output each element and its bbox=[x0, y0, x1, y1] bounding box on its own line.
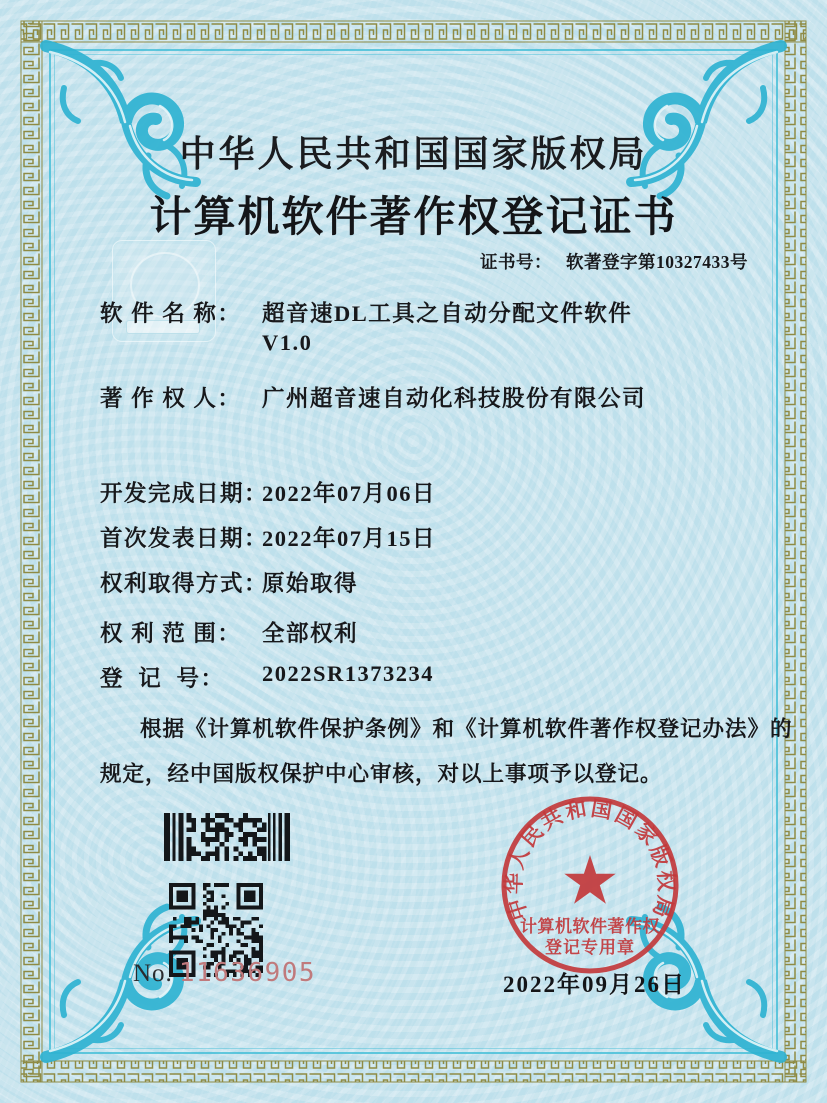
issuing-authority-title: 中华人民共和国国家版权局 bbox=[179, 134, 648, 174]
seal-arc-text: 中华人民共和国国家版权局 bbox=[501, 796, 679, 923]
barcode-image bbox=[164, 813, 290, 861]
field-label: 首次发表日期： bbox=[100, 526, 269, 551]
field-value: 广州超音速自动化科技股份有限公司 bbox=[262, 386, 647, 411]
serial-number-value: 11636905 bbox=[178, 958, 317, 988]
field-value: 2022年07月06日 bbox=[262, 481, 437, 506]
statement-line-2: 规定，经中国版权保护中心审核，对以上事项予以登记。 bbox=[100, 762, 663, 786]
seal-line-2: 登记专用章 bbox=[545, 938, 635, 957]
field-label: 登 记 号： bbox=[100, 666, 225, 691]
serial-number-label: No. bbox=[133, 960, 173, 987]
certificate-number-label: 证书号： bbox=[480, 252, 552, 272]
field-label: 权 利 范 围： bbox=[100, 621, 242, 646]
statement-line-1: 根据《计算机软件保护条例》和《计算机软件著作权登记办法》的 bbox=[140, 717, 793, 741]
star-icon bbox=[564, 855, 615, 904]
corner-flourish-icon bbox=[36, 36, 204, 204]
field-label: 著 作 权 人： bbox=[100, 386, 242, 411]
field-label: 权利取得方式： bbox=[100, 571, 269, 596]
certificate-title: 计算机软件著作权登记证书 bbox=[149, 195, 678, 241]
seal-line-1: 计算机软件著作权 bbox=[520, 917, 660, 936]
software-version: V1.0 bbox=[262, 330, 313, 355]
certificate-number-value: 软著登字第10327433号 bbox=[566, 252, 748, 272]
issue-date: 2022年09月26日 bbox=[503, 972, 686, 997]
field-value: 原始取得 bbox=[262, 571, 359, 596]
corner-flourish-icon bbox=[623, 36, 791, 204]
field-value: 2022年07月15日 bbox=[262, 526, 437, 551]
field-label: 软 件 名 称： bbox=[100, 301, 242, 326]
field-value: 全部权利 bbox=[262, 621, 359, 646]
field-value: 超音速DL工具之自动分配文件软件 bbox=[262, 301, 633, 326]
certificate-number bbox=[480, 249, 748, 274]
official-seal bbox=[490, 785, 690, 985]
field-value: 2022SR1373234 bbox=[262, 661, 435, 686]
serial-number bbox=[133, 958, 316, 988]
field-label: 开发完成日期： bbox=[100, 481, 269, 506]
